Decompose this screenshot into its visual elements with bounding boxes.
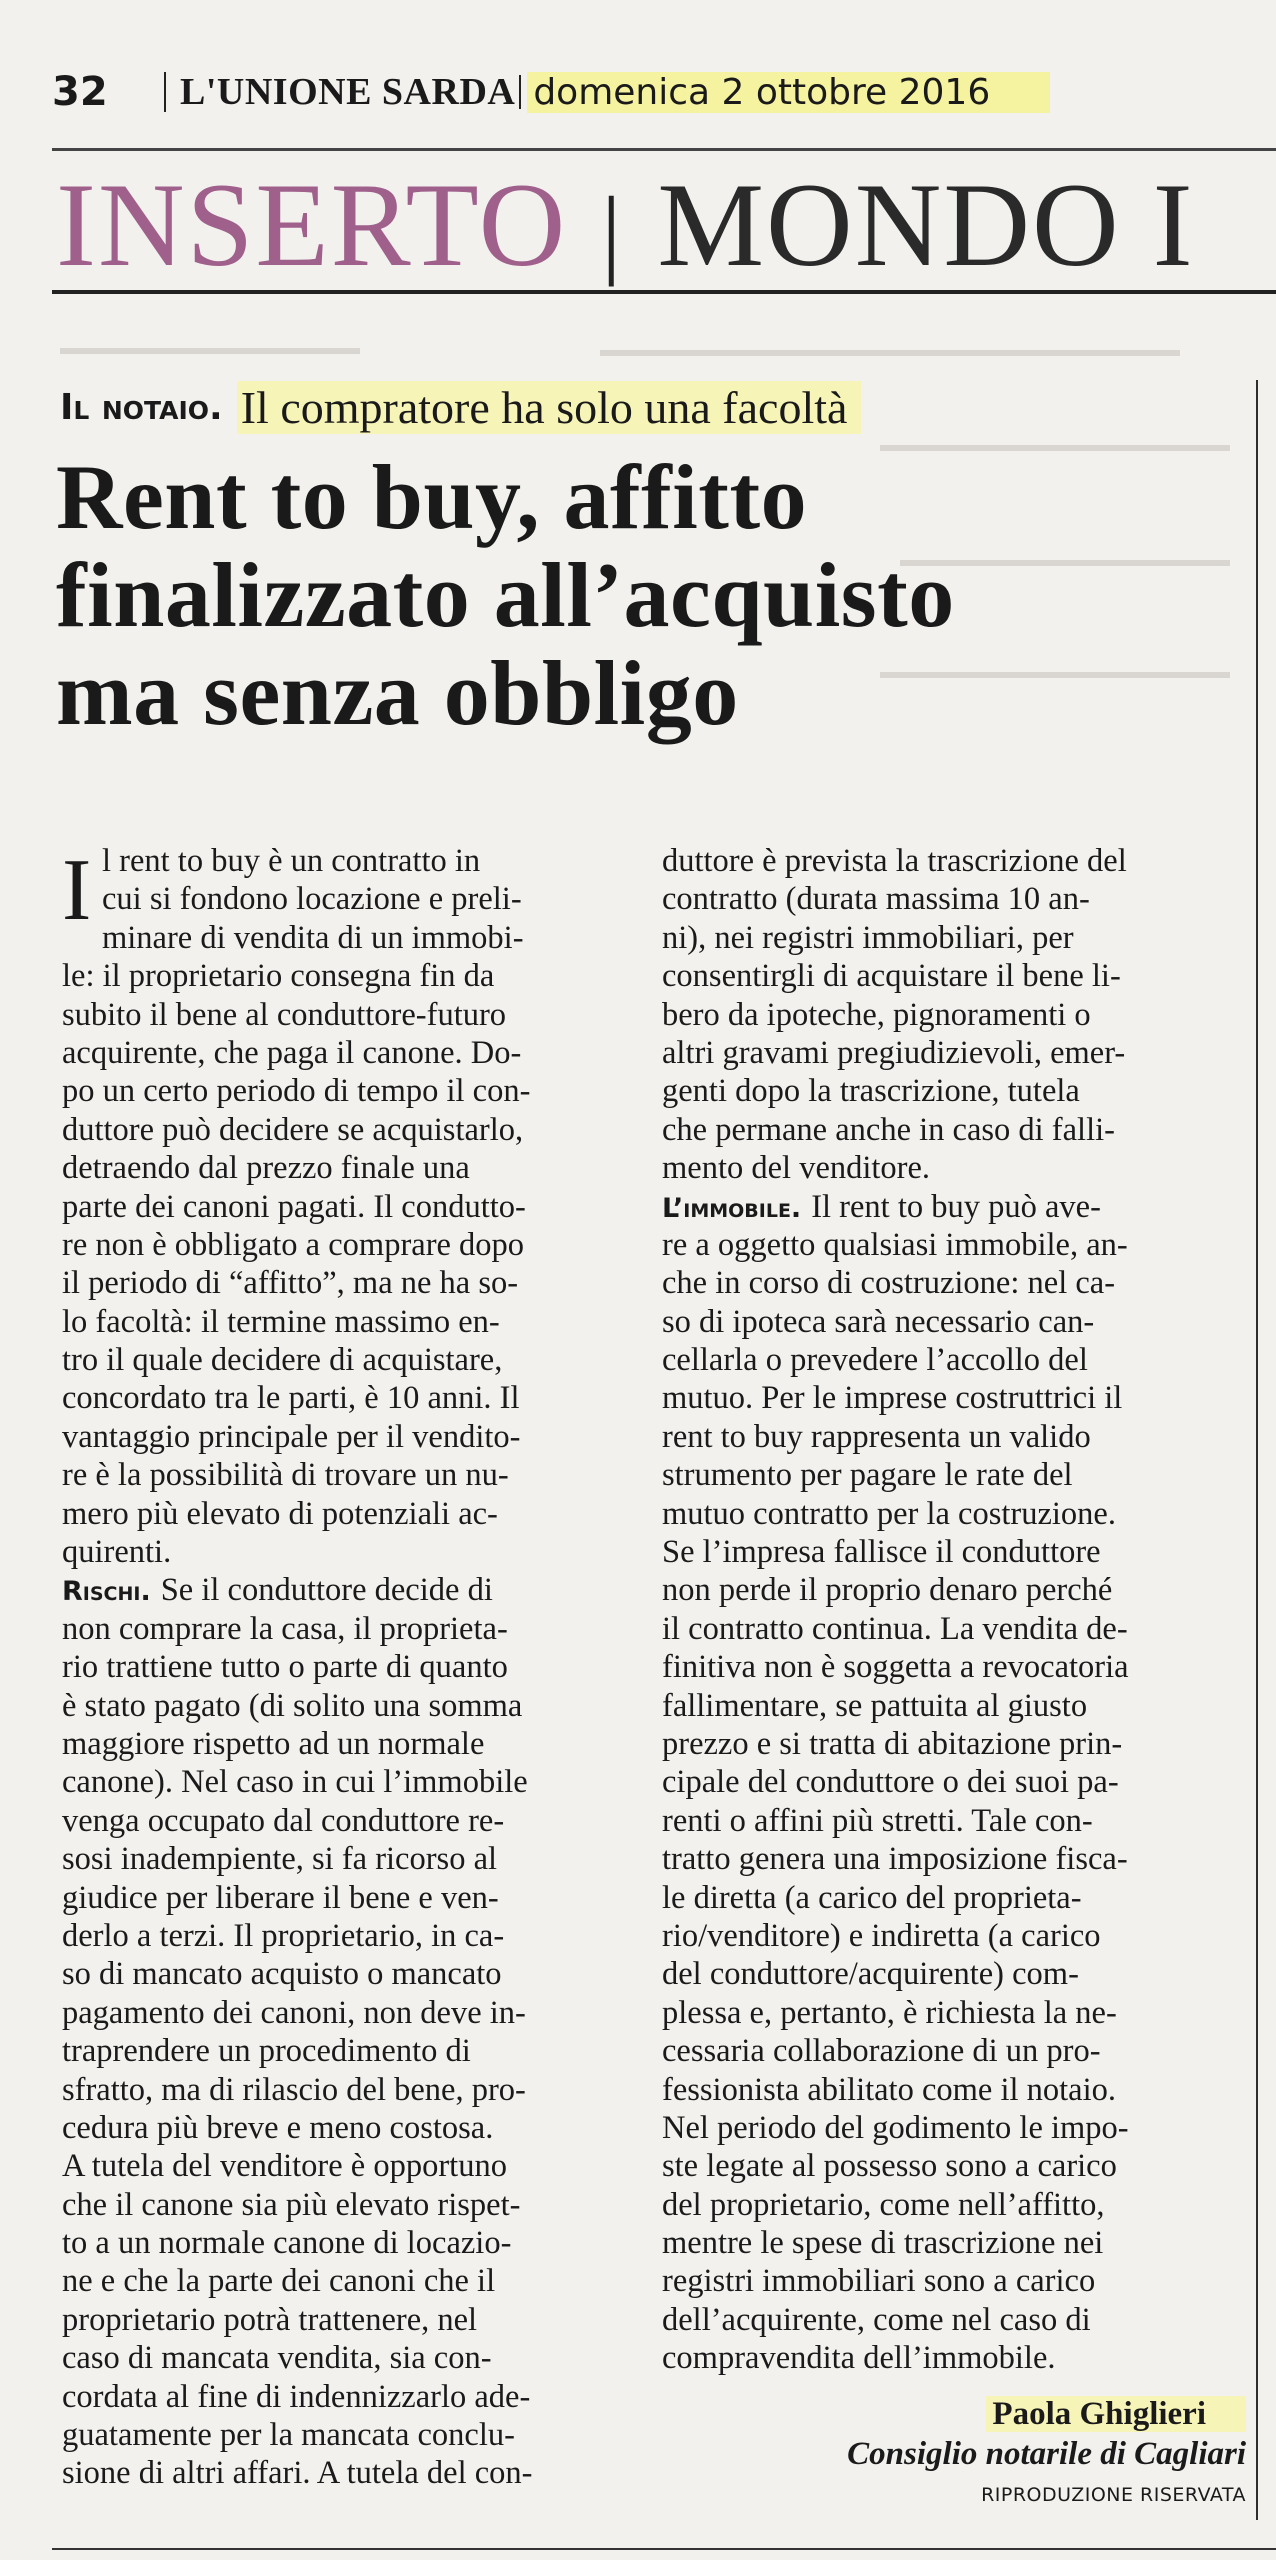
newspaper-name: L'UNIONE SARDA <box>180 71 516 113</box>
article-line: sosi inadempiente, si fa ricorso al <box>62 1841 498 1878</box>
section-divider: | <box>601 176 624 287</box>
article-line: giudice per liberare il bene e ven- <box>62 1879 499 1916</box>
article-line: A tutela del venditore è opportuno <box>62 2148 507 2185</box>
copyright-note: RIPRODUZIONE RISERVATA <box>981 2484 1246 2506</box>
article-line: ne e che la parte dei canoni che il <box>62 2263 496 2300</box>
masthead <box>52 62 1232 122</box>
article-line-text: Se il conduttore decide di <box>160 1572 493 1609</box>
article-line: subito il bene al conduttore-futuro <box>62 996 507 1033</box>
article-line: Se l’impresa fallisce il conduttore <box>662 1534 1101 1571</box>
page-number: 32 <box>52 69 108 115</box>
article-line: l rent to buy è un contratto in <box>102 843 481 879</box>
kicker <box>60 372 861 442</box>
article-line: fessionista abilitato come il notaio. <box>662 2071 1117 2108</box>
article-line: parte dei canoni pagati. Il conduttо- <box>62 1188 526 1225</box>
article-line: acquirente, che paga il canone. Do- <box>62 1034 522 1071</box>
article-line: finitiva non è soggetta a revocatoria <box>662 1649 1129 1686</box>
article-line: che il canone sia più elevato rispet- <box>62 2186 521 2223</box>
article-line: tro il quale decidere di acquistare, <box>62 1342 503 1379</box>
article-line: del proprietario, come nell’affitto, <box>662 2186 1105 2223</box>
section-label: INSERTO <box>56 160 568 290</box>
article-line: cui si fondono locazione e preli- <box>102 881 522 918</box>
article-line: è stato pagato (di solito una somma <box>62 1687 523 1724</box>
article-line: detraendo dal prezzo finale una <box>62 1150 470 1187</box>
article-line: non comprare la casa, il proprieta- <box>62 1610 508 1647</box>
article-line: il periodo di “affitto”, ma ne ha so- <box>62 1265 519 1302</box>
article-line: mutuo. Per le imprese costruttrici il <box>662 1380 1123 1417</box>
article-line: strumento per pagare le rate del <box>662 1457 1073 1494</box>
article-line: le: il proprietario consegna fin da <box>62 958 495 995</box>
article-line: caso di mancata vendita, sia con- <box>62 2340 492 2377</box>
article-line: po un certo periodo di tempo il con- <box>62 1073 531 1110</box>
article-line: del conduttore/acquirente) com- <box>662 1956 1079 1993</box>
author-affiliation: Consiglio notarile di Cagliari <box>847 2436 1246 2472</box>
article-line: rio/venditore) e indiretta (a carico <box>662 1917 1101 1954</box>
author-name-highlight <box>986 2396 1246 2433</box>
author-name: Paola Ghiglieri <box>986 2396 1246 2432</box>
article-line: bero da ipoteche, pignoramenti o <box>662 996 1091 1033</box>
masthead-divider <box>519 75 521 109</box>
headline-line: ma senza obbligo <box>56 642 739 744</box>
article-line: ni), nei registri immobiliari, per <box>662 919 1074 956</box>
article-line: pagamento dei canoni, non deve in- <box>62 1994 526 2031</box>
article-line: genti dopo la trascrizione, tutela <box>662 1073 1080 1110</box>
headline-line: finalizzato all’acquisto <box>56 544 955 646</box>
article-line: fallimentare, se pattuita al giusto <box>662 1687 1088 1724</box>
article-line: guatamente per la mancata conclu- <box>62 2417 515 2454</box>
article-line: so di ipoteca sarà necessario can- <box>662 1303 1095 1340</box>
article-line: consentirgli di acquistare il bene li- <box>662 958 1121 995</box>
article-line: mentre le spese di trascrizione nei <box>662 2225 1104 2262</box>
issue-date: domenica 2 ottobre 2016 <box>533 71 991 113</box>
article-line: minare di vendita di un immobi- <box>102 919 524 956</box>
subhead: Rischi. <box>62 1576 151 1608</box>
kicker-label: Il notaio. <box>60 386 223 428</box>
article-line: cordata al fine di indennizzarlo ade- <box>62 2378 531 2415</box>
article-line: to a un normale canone di locazio- <box>62 2225 512 2262</box>
article-line: rio trattiene tutto o parte di quanto <box>62 1649 508 1686</box>
article-line: sfratto, ma di rilascio del bene, pro- <box>62 2071 526 2108</box>
article-line: mutuo contratto per la costruzione. <box>662 1495 1116 1532</box>
article-line: prezzo e si tratta di abitazione prin- <box>662 1725 1123 1762</box>
article-line: cedura più breve e meno costosa. <box>62 2109 494 2146</box>
article-line-text: Il rent to buy può ave- <box>811 1188 1101 1225</box>
article-line: che in corso di costruzione: nel ca- <box>662 1265 1116 1302</box>
article-column-left <box>62 842 642 2493</box>
article-line: cellarla o prevedere l’accollo del <box>662 1342 1088 1379</box>
article-line: derlo a terzi. Il proprietario, in ca- <box>62 1917 505 1954</box>
article-line: renti o affini più stretti. Tale con- <box>662 1802 1093 1839</box>
article-line: rent to buy rappresenta un valido <box>662 1418 1091 1455</box>
article-line: tratto genera una imposizione fisca- <box>662 1841 1128 1878</box>
headline-line: Rent to buy, affitto <box>56 446 808 548</box>
article-line: sione di altri affari. A tutela del con- <box>62 2455 533 2492</box>
article-line: mero più elevato di potenziali ac- <box>62 1495 498 1532</box>
article-line: cessaria collaborazione di un pro- <box>662 2033 1101 2070</box>
article-line: re a oggetto qualsiasi immobile, an- <box>662 1226 1128 1263</box>
section-header <box>56 160 1276 290</box>
masthead-rule <box>52 148 1276 151</box>
article-line: dell’acquirente, come nel caso di <box>662 2301 1091 2338</box>
kicker-text: Il compratore ha solo una facoltà <box>240 381 848 433</box>
masthead-divider <box>164 72 166 112</box>
article-line: concordato tra le parti, è 10 anni. Il <box>62 1380 520 1417</box>
article-line: duttore è prevista la trascrizione del <box>662 843 1127 879</box>
date-highlight <box>527 72 1050 113</box>
article-line: canone). Nel caso in cui l’immobile <box>62 1764 528 1801</box>
show-through-line <box>600 350 1180 356</box>
article-line: quirenti. <box>62 1534 172 1571</box>
headline <box>56 448 1236 742</box>
article-line: so di mancato acquisto o mancato <box>62 1956 502 1993</box>
article-line: le diretta (a carico del proprieta- <box>662 1879 1082 1916</box>
section-rule <box>52 290 1276 294</box>
article-line: venga occupato dal conduttore re- <box>62 1802 505 1839</box>
article-line: proprietario potrà trattenere, nel <box>62 2301 478 2338</box>
article-line: registri immobiliari sono a carico <box>662 2263 1096 2300</box>
drop-cap: I <box>62 842 92 939</box>
article-line: traprendere un procedimento di <box>62 2033 471 2070</box>
article-line: plessa e, pertanto, è richiesta la ne- <box>662 1994 1117 2031</box>
article-line: altri gravami pregiudizievoli, emer- <box>662 1034 1126 1071</box>
article-line: il contratto continua. La vendita de- <box>662 1610 1128 1647</box>
section-name: MONDO I <box>657 160 1195 290</box>
article-line: vantaggio principale per il vendito- <box>62 1418 521 1455</box>
article-line: non perde il proprio denaro perché <box>662 1572 1113 1609</box>
article-line: mento del venditore. <box>662 1150 931 1187</box>
article-line: Nel periodo del godimento le impo- <box>662 2109 1129 2146</box>
article-line <box>62 1571 642 1609</box>
article-column-right <box>662 842 1242 2378</box>
show-through-line <box>60 348 360 354</box>
bottom-rule <box>52 2548 1276 2550</box>
article-line: che permane anche in caso di falli- <box>662 1111 1115 1148</box>
article-line: contratto (durata massima 10 an- <box>662 881 1090 918</box>
kicker-highlight <box>237 381 862 434</box>
article-line: duttore può decidere se acquistarlo, <box>62 1111 524 1148</box>
article-line: compravendita dell’immobile. <box>662 2340 1056 2377</box>
article-line: re è la possibilità di trovare un nu- <box>62 1457 509 1494</box>
article-line: cipale del conduttore o dei suoi pa- <box>662 1764 1119 1801</box>
article-line: ste legate al possesso sono a carico <box>662 2148 1117 2185</box>
article-line <box>662 1188 1242 1226</box>
column-rule <box>1256 380 1258 2520</box>
article-line: lo facoltà: il termine massimo en- <box>62 1303 500 1340</box>
article-line: re non è obbligato a comprare dopo <box>62 1226 525 1263</box>
subhead: L’immobile. <box>662 1192 802 1224</box>
article-line: maggiore rispetto ad un normale <box>62 1725 485 1762</box>
